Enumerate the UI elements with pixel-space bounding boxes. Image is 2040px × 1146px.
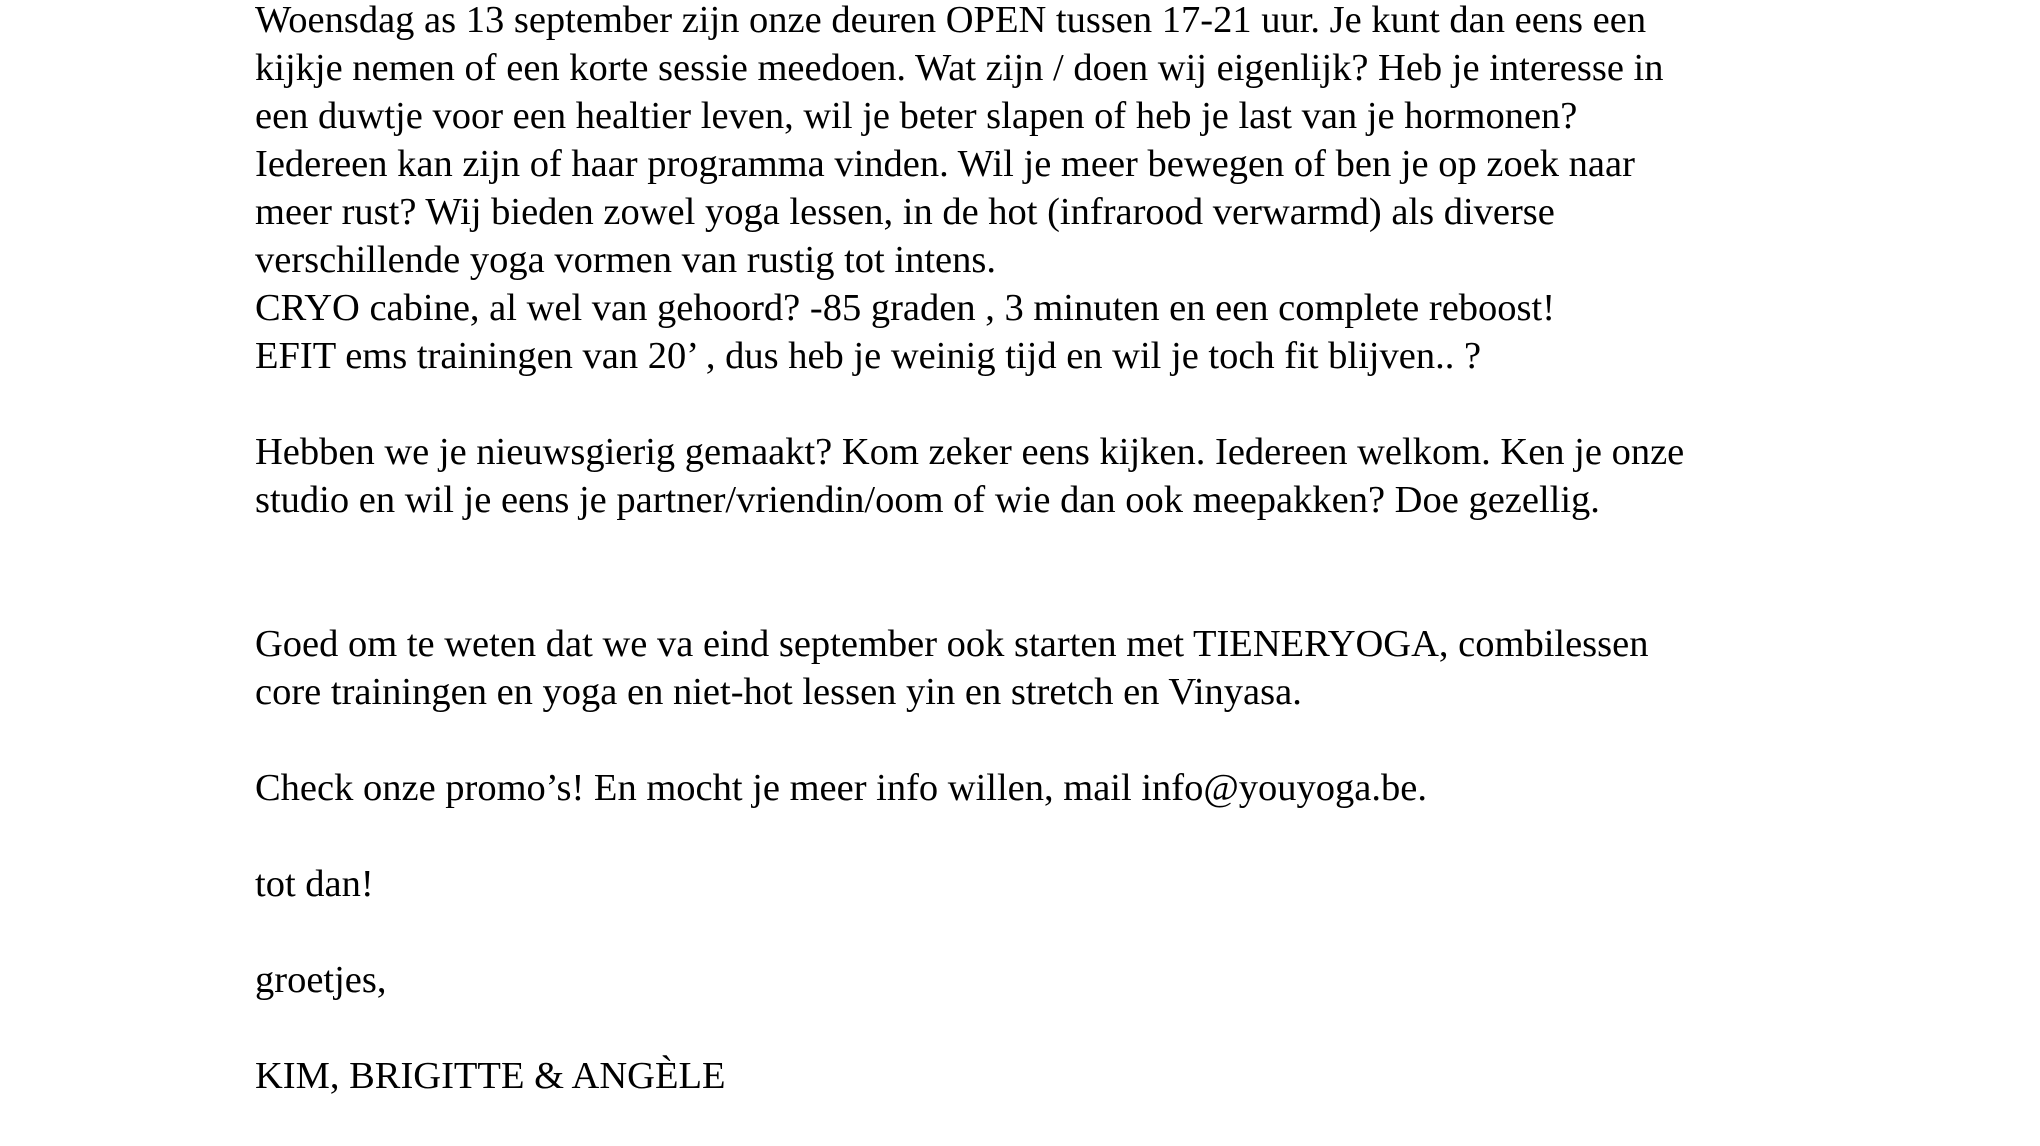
signature: KIM, BRIGITTE & ANGÈLE	[255, 1055, 726, 1097]
paragraph-spacer	[255, 524, 1955, 572]
closing-line: tot dan!	[255, 863, 374, 905]
document-page	[255, 0, 1955, 1100]
text-line: verschillende yoga vormen van rustig tot intens.	[255, 239, 996, 281]
paragraph-spacer	[255, 380, 1955, 428]
paragraph-promos	[255, 764, 1955, 812]
text-line: Check onze promo’s! En mocht je meer info willen, mail info@youyoga.be.	[255, 767, 1427, 809]
text-line: meer rust? Wij bieden zowel yoga lessen, in de hot (infrarood verwarmd) als diverse	[255, 191, 1555, 233]
text-line: kijkje nemen of een korte sessie meedoen. Wat zijn / doen wij eigenlijk? Heb je interesse in	[255, 47, 1664, 89]
text-line: Hebben we je nieuwsgierig gemaakt? Kom zeker eens kijken. Iedereen welkom. Ken je onze	[255, 431, 1685, 473]
paragraph-spacer	[255, 716, 1955, 764]
text-line: CRYO cabine, al wel van gehoord? -85 graden , 3 minuten en een complete reboost!	[255, 287, 1556, 329]
text-line: EFIT ems trainingen van 20’ , dus heb je weinig tijd en wil je toch fit blijven.. ?	[255, 335, 1482, 377]
text-line: Iedereen kan zijn of haar programma vinden. Wil je meer bewegen of ben je op zoek naar	[255, 143, 1635, 185]
paragraph-new-classes	[255, 620, 1955, 716]
paragraph-spacer	[255, 572, 1955, 620]
greeting-line: groetjes,	[255, 959, 387, 1001]
paragraph-spacer	[255, 1004, 1955, 1052]
text-line: studio en wil je eens je partner/vriendin/oom of wie dan ook meepakken? Doe gezellig.	[255, 479, 1600, 521]
paragraph-invitation	[255, 428, 1955, 524]
text-line: core trainingen en yoga en niet-hot lessen yin en stretch en Vinyasa.	[255, 671, 1302, 713]
text-line: Woensdag as 13 september zijn onze deuren OPEN tussen 17-21 uur. Je kunt dan eens een	[255, 0, 1647, 41]
paragraph-open-house	[255, 0, 1955, 380]
text-line: Goed om te weten dat we va eind september ook starten met TIENERYOGA, combilessen	[255, 623, 1649, 665]
text-line: een duwtje voor een healtier leven, wil je beter slapen of heb je last van je hormonen?	[255, 95, 1578, 137]
paragraph-spacer	[255, 908, 1955, 956]
paragraph-spacer	[255, 812, 1955, 860]
